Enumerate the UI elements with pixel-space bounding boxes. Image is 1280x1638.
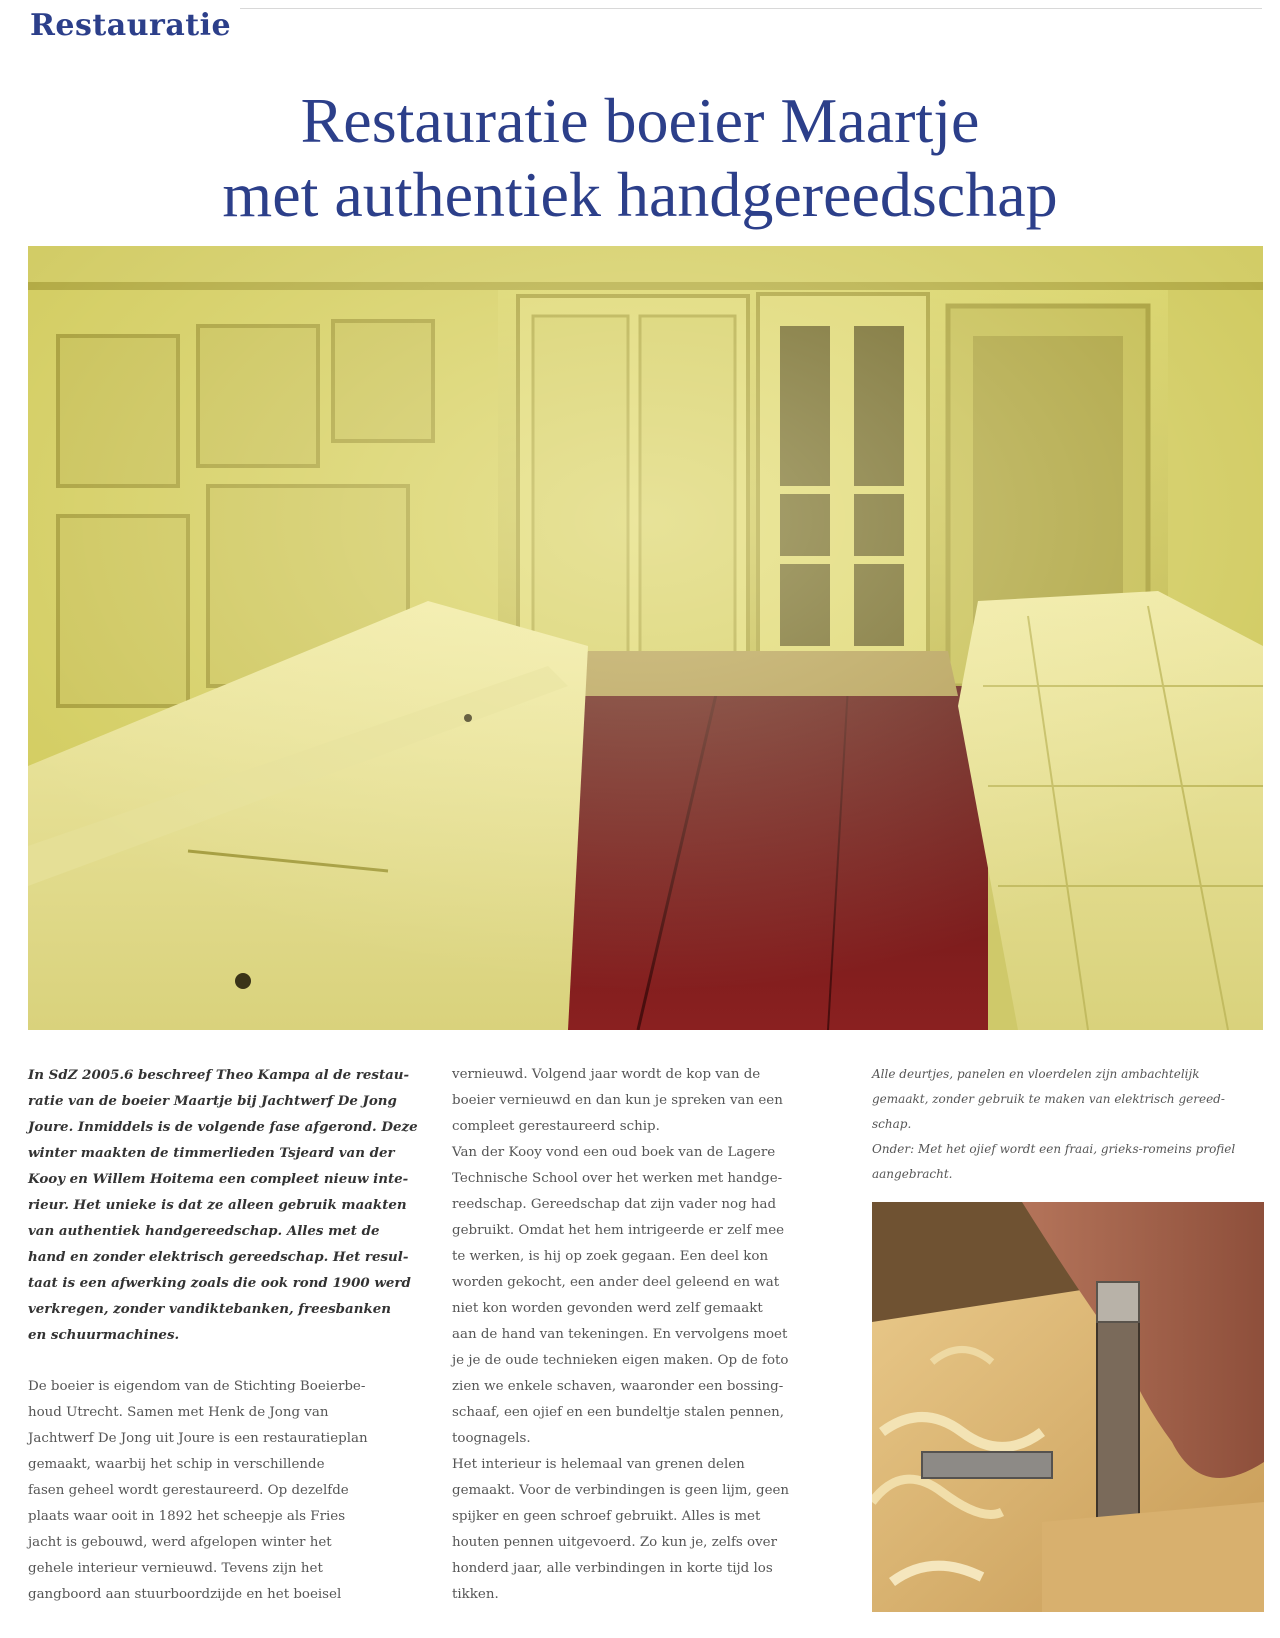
article-body (28, 1062, 1263, 1622)
article-paragraph: De boeier is eigendom van de Stichting Boeierbe- houd Utrecht. Samen met Henk de Jong van Jachtwerf De Jong uit Joure is een restauratieplan gemaakt, waarbij het schip in verschillende fasen geheel wordt gerestaureerd. Op dezelfde plaats waar ooit in 1892 het scheepje als Fries jacht is gebouwd, werd afgelopen winter het gehele interieur vernieuwd. Tevens zijn het gangboord aan stuurboordzijde en het boeisel (28, 1379, 368, 1602)
section-label: Restauratie (30, 8, 232, 43)
article-intro: In SdZ 2005.6 beschreef Theo Kampa al de restau- ratie van de boeier Maartje bij Jachtwerf De Jong Joure. Inmiddels is de volgende fase afgerond. Deze winter maakten de timmerlieden Tsjeard van der Kooy en Willem Hoitema een compleet nieuw inte- rieur. Het unieke is dat ze alleen gebruik maakten van authentiek handgereedschap. Alles met de hand en zonder elektrisch gereedschap. Het resul- taat is een afwerking zoals die ook rond 1900 werd verkregen, zonder vandiktebanken, freesbanken en schuurmachines. (28, 1067, 418, 1343)
article-paragraph: vernieuwd. Volgend jaar wordt de kop van de boeier vernieuwd en dan kun je spreken van een compleet gerestaureerd schip. Van der Kooy vond een oud boek van de Lagere Technische School over het werken met handge- reedschap. Gereedschap dat zijn vader nog had gebruikt. Omdat het hem intrigeerde er zelf mee te werken, is hij op zoek gegaan. Een deel kon worden gekocht, een ander deel geleend en wat niet kon worden gevonden werd zelf gemaakt aan de hand van tekeningen. En vervolgens moet je je de oude technieken eigen maken. Op de foto zien we enkele schaven, waaronder een bossing- schaaf, een ojief en een bundeltje stalen pennen, toognagels. Het interieur is helemaal van grenen delen gemaakt. Voor de verbindingen is geen lijm, geen spijker en geen schroef gebruikt. Alles is met houten pennen uitgevoerd. Zo kun je, zelfs over honderd jaar, alle verbindingen in korte tijd los tikken. (452, 1067, 790, 1602)
hand-plane-illustration (872, 1202, 1264, 1612)
hero-photo-cabin-interior (28, 246, 1263, 1030)
cabin-interior-illustration (28, 246, 1263, 1030)
page-title-line-1: Restauratie boeier Maartje (300, 85, 980, 156)
top-divider (240, 8, 1262, 9)
article-column-3 (872, 1062, 1262, 1187)
photo-caption: Alle deurtjes, panelen en vloerdelen zijn ambachtelijk gemaakt, zonder gebruik te maken van elektrisch gereed- schap. Onder: Met het ojief wordt een fraai, grieks-romeins profiel aangebracht. (872, 1067, 1236, 1181)
page-title-line-2: met authentiek handgereedschap (222, 159, 1058, 230)
side-margin-credit (2, 1090, 16, 1510)
article-column-1 (28, 1062, 428, 1608)
inset-photo-hand-plane (872, 1202, 1264, 1612)
page-title (60, 84, 1220, 232)
article-column-2 (452, 1062, 872, 1608)
